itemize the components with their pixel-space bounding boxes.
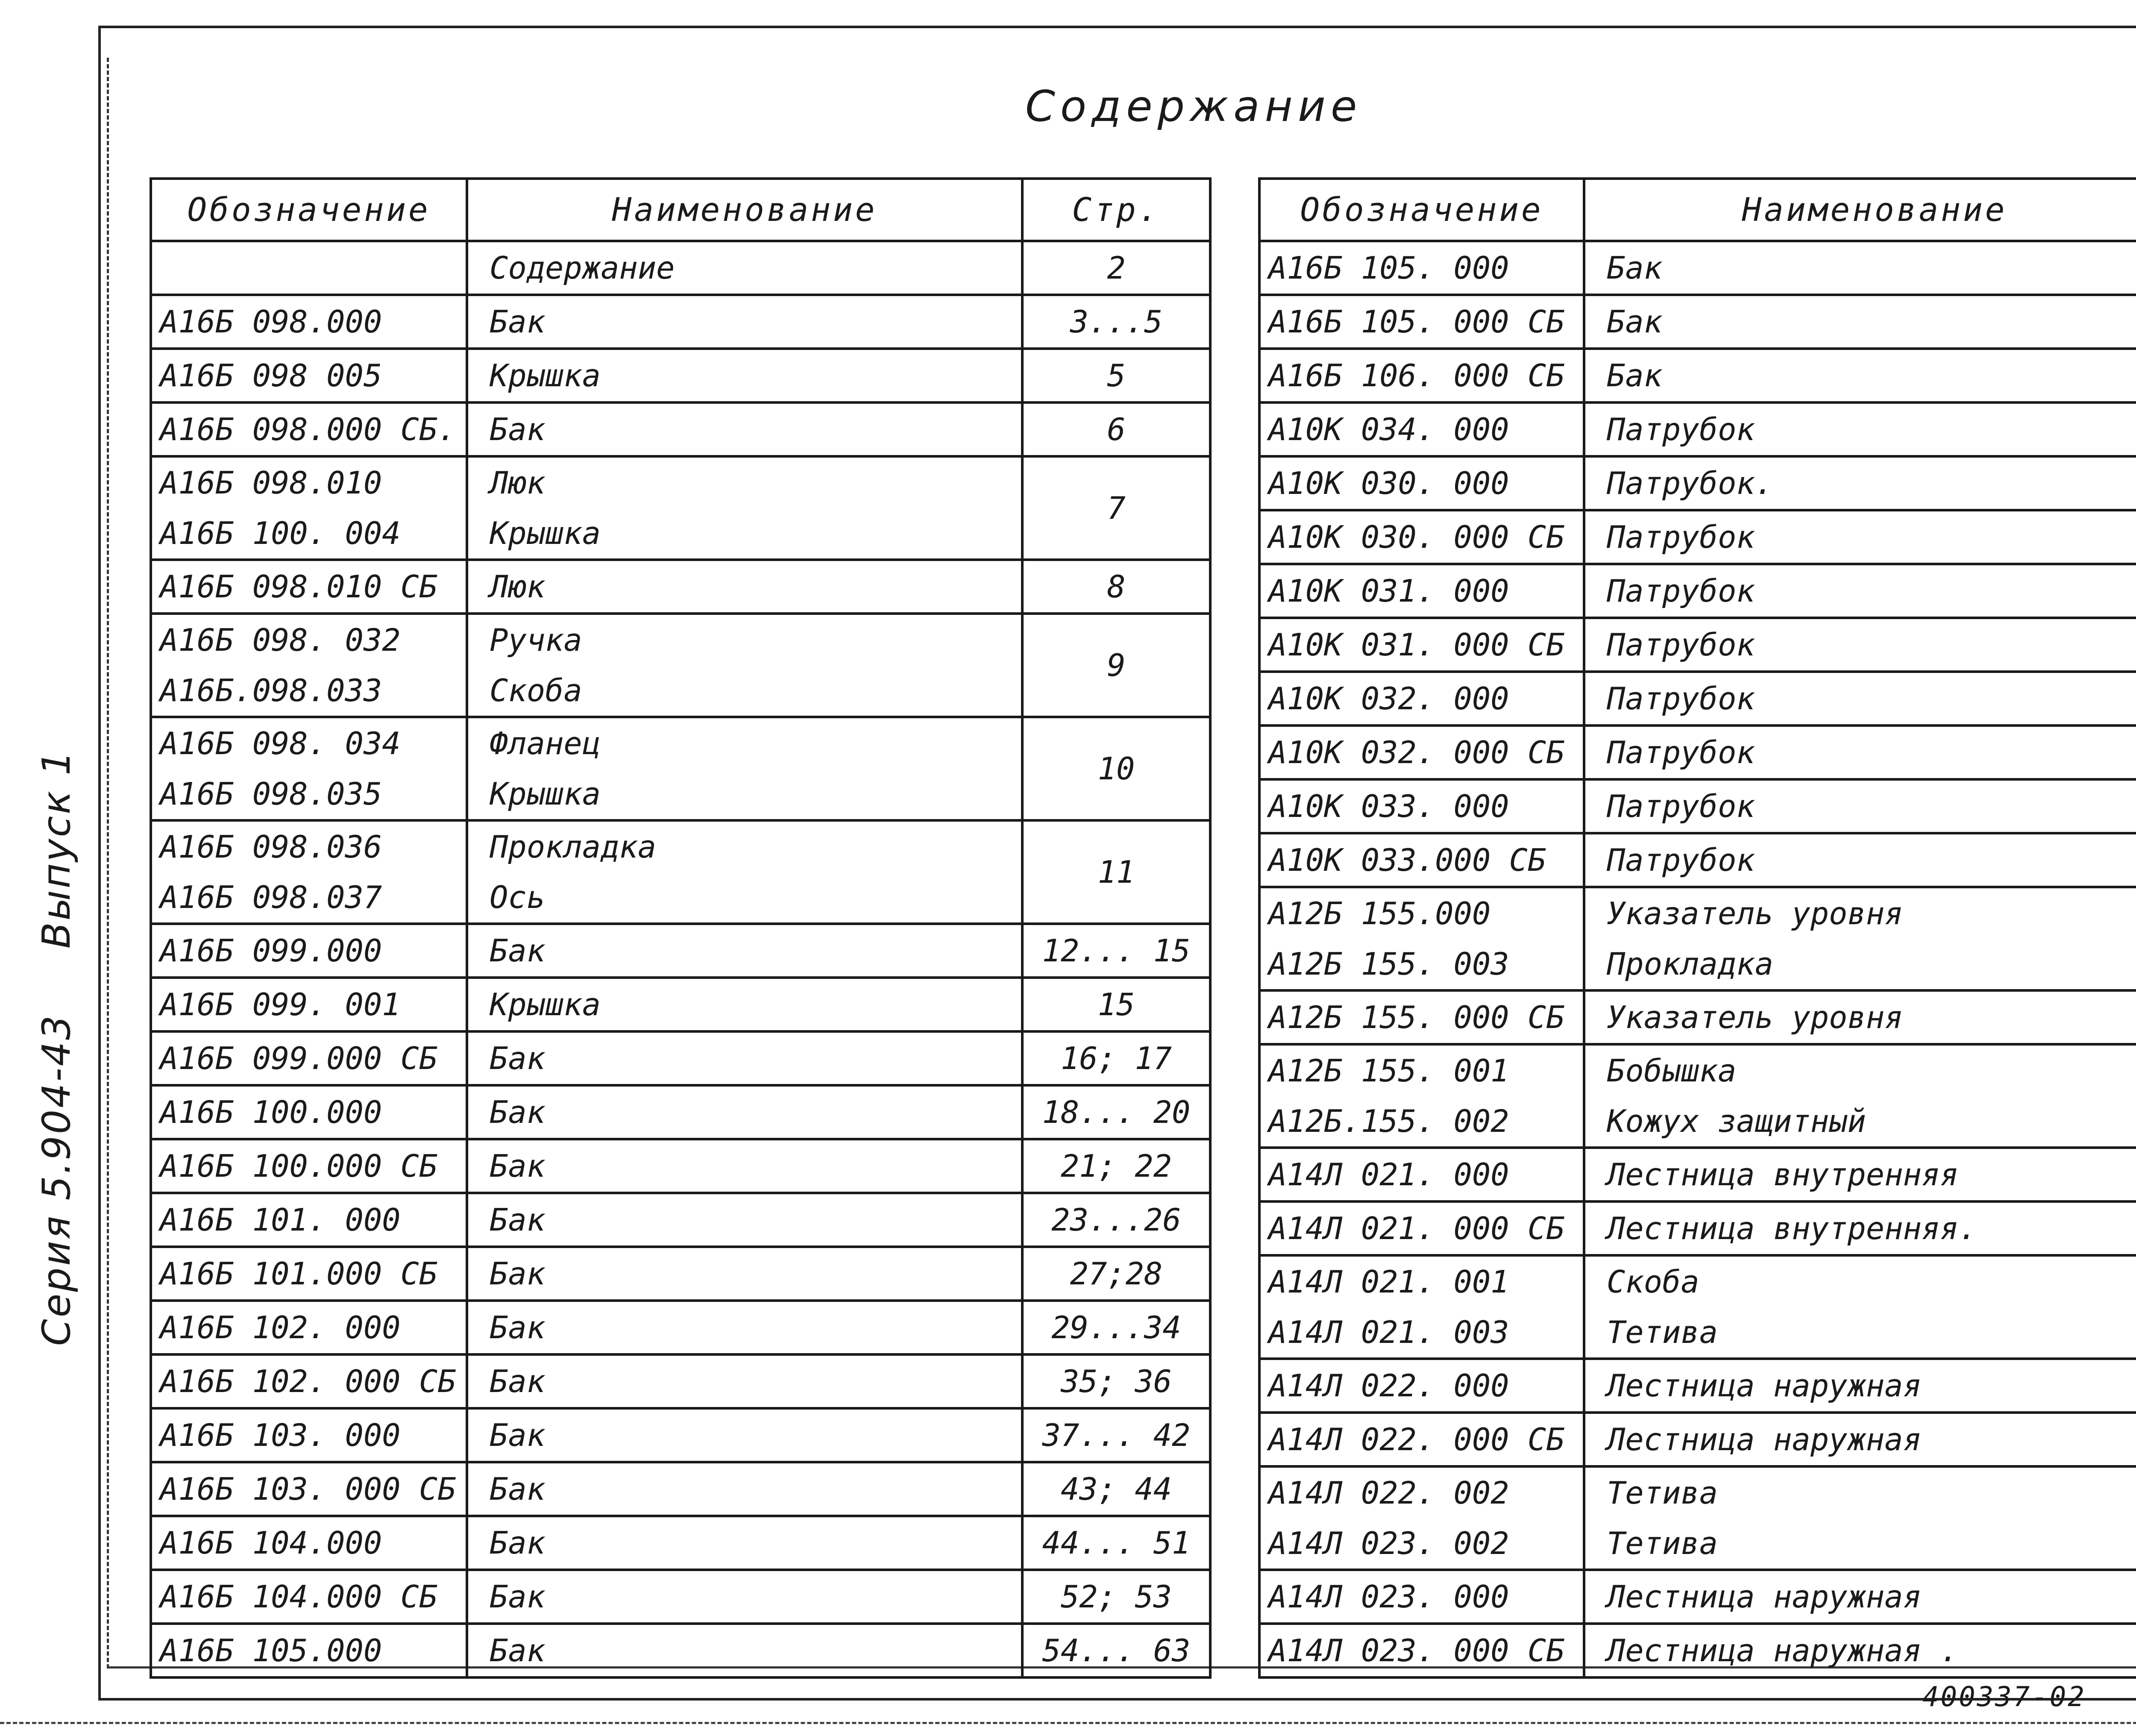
- name-line: Бак: [490, 1417, 546, 1453]
- cell-page: 37... 42: [1022, 1408, 1210, 1462]
- name-line: Тетива: [1607, 1314, 1718, 1350]
- cell-name: [1584, 1148, 2136, 1201]
- table-row: [151, 1408, 1210, 1462]
- table-row: [1259, 618, 2136, 672]
- code-line: А16Б 099. 001: [160, 987, 401, 1022]
- cell-name: [467, 456, 1022, 560]
- code-line: А16Б 098.000: [160, 304, 382, 340]
- code-line: А16Б 099.000: [160, 933, 382, 969]
- table-row: [151, 1301, 1210, 1354]
- code-line: А16Б 098 005: [160, 358, 382, 394]
- table-row: [151, 614, 1210, 717]
- name-line: Лестница внутренняя.: [1607, 1210, 1977, 1246]
- table-row: [1259, 1466, 2136, 1570]
- cell-page: 9: [1022, 614, 1210, 717]
- name-line: Бобышка: [1607, 1053, 1737, 1089]
- cell-name: [1584, 1624, 2136, 1677]
- cell-code: [151, 1139, 467, 1193]
- table-row: [1259, 779, 2136, 833]
- cell-code: [1259, 887, 1584, 990]
- table-row: [151, 820, 1210, 924]
- cell-name: [467, 1408, 1022, 1462]
- code-line: А16Б 105.000: [160, 1633, 382, 1668]
- cell-page: 8: [1022, 560, 1210, 614]
- name-line: Лестница наружная: [1607, 1368, 1922, 1404]
- name-line: Люк: [490, 465, 546, 501]
- table-row: [151, 924, 1210, 978]
- code-line: А16Б 104.000: [160, 1525, 382, 1561]
- name-line: Патрубок: [1607, 788, 1755, 824]
- cell-code: [1259, 726, 1584, 779]
- cell-name: [467, 402, 1022, 456]
- table-row: [151, 349, 1210, 402]
- name-line: Патрубок: [1607, 411, 1755, 447]
- table-row: [151, 456, 1210, 560]
- header-name: Наименование: [1584, 179, 2136, 241]
- cell-page: 5: [1022, 349, 1210, 402]
- name-line: Бак: [490, 1310, 546, 1345]
- name-line: Лестница наружная: [1607, 1422, 1922, 1457]
- name-line: Скоба: [1607, 1264, 1699, 1300]
- name-line: Бак: [490, 1633, 546, 1668]
- code-line: А16Б 101.000 СБ: [160, 1256, 438, 1292]
- table-row: [1259, 510, 2136, 564]
- cell-name: [1584, 564, 2136, 618]
- cell-code: [151, 820, 467, 924]
- cell-code: [1259, 1201, 1584, 1255]
- cell-name: [1584, 456, 2136, 510]
- cell-code: [1259, 779, 1584, 833]
- cell-code: [1259, 1624, 1584, 1677]
- code-line: А16Б 098. 032: [160, 622, 401, 658]
- cell-code: [151, 295, 467, 349]
- name-line: Бак: [490, 1040, 546, 1076]
- code-line: А16Б.098.033: [160, 673, 382, 708]
- table-row: [1259, 402, 2136, 456]
- cell-code: [151, 1247, 467, 1301]
- table-row: [1259, 1413, 2136, 1466]
- cell-name: [1584, 1201, 2136, 1255]
- code-line: А16Б 101. 000: [160, 1202, 401, 1238]
- cell-name: [1584, 779, 2136, 833]
- table-row: [1259, 349, 2136, 402]
- cell-page: 7: [1022, 456, 1210, 560]
- cell-name: [1584, 1044, 2136, 1148]
- cell-code: [1259, 1466, 1584, 1570]
- code-line: А16Б 105. 000 СБ: [1268, 304, 1565, 340]
- code-line: А14Л 022. 002: [1268, 1475, 1509, 1511]
- cell-code: [1259, 456, 1584, 510]
- series-label: Серия 5.904-43: [34, 1013, 79, 1346]
- name-line: Прокладка: [490, 829, 657, 865]
- cell-page: 2: [1022, 241, 1210, 295]
- name-line: Бак: [490, 1471, 546, 1507]
- cell-code: [1259, 349, 1584, 402]
- table-row: [1259, 241, 2136, 295]
- cell-page: 29...34: [1022, 1301, 1210, 1354]
- code-line: А12Б 155.000: [1268, 896, 1491, 931]
- name-line: Бак: [490, 1525, 546, 1561]
- cell-name: [467, 1193, 1022, 1247]
- cell-page: 15: [1022, 978, 1210, 1031]
- header-designation: Обозначение: [1259, 179, 1584, 241]
- bottom-divider: [0, 1722, 2136, 1724]
- code-line: А16Б 098.010: [160, 465, 382, 501]
- name-line: Бак: [490, 1202, 546, 1238]
- name-line: Фланец: [490, 726, 601, 761]
- header-name: Наименование: [467, 179, 1022, 241]
- name-line: Патрубок.: [1607, 465, 1774, 501]
- cell-code: [151, 456, 467, 560]
- cell-page: 11: [1022, 820, 1210, 924]
- table-row: [151, 1139, 1210, 1193]
- cell-code: [151, 1354, 467, 1408]
- cell-name: [1584, 672, 2136, 726]
- code-line: А14Л 023. 000: [1268, 1579, 1509, 1615]
- cell-page: 54... 63: [1022, 1624, 1210, 1677]
- issue-label: Выпуск 1: [34, 749, 79, 949]
- name-line: Патрубок: [1607, 734, 1755, 770]
- side-label: [34, 698, 79, 1346]
- cell-code: [151, 1301, 467, 1354]
- cell-name: [467, 1624, 1022, 1677]
- code-line: А16Б 100.000 СБ: [160, 1148, 438, 1184]
- name-line: Бак: [1607, 250, 1663, 286]
- code-line: А10К 032. 000: [1268, 681, 1509, 717]
- table-row: [151, 717, 1210, 820]
- cell-name: [467, 614, 1022, 717]
- table-header: [151, 179, 1210, 241]
- table-row: [151, 1031, 1210, 1085]
- cell-name: [1584, 510, 2136, 564]
- name-line: Патрубок: [1607, 681, 1755, 717]
- code-line: А10К 033.000 СБ: [1268, 842, 1546, 878]
- cell-code: [1259, 1255, 1584, 1359]
- name-line: Крышка: [490, 987, 601, 1022]
- cell-name: [467, 1085, 1022, 1139]
- cell-code: [151, 241, 467, 295]
- code-line: А10К 034. 000: [1268, 411, 1509, 447]
- cell-name: [467, 924, 1022, 978]
- cell-code: [151, 402, 467, 456]
- cell-name: [1584, 1466, 2136, 1570]
- name-line: Крышка: [490, 776, 601, 812]
- cell-name: [467, 717, 1022, 820]
- name-line: Бак: [490, 304, 546, 340]
- name-line: Люк: [490, 569, 546, 605]
- cell-code: [151, 717, 467, 820]
- cell-code: [151, 614, 467, 717]
- cell-name: [467, 349, 1022, 402]
- table-row: [151, 295, 1210, 349]
- cell-name: [467, 295, 1022, 349]
- cell-code: [1259, 241, 1584, 295]
- cell-page: 44... 51: [1022, 1516, 1210, 1570]
- table-row: [151, 1247, 1210, 1301]
- code-line: А10К 032. 000 СБ: [1268, 734, 1565, 770]
- name-line: Патрубок: [1607, 627, 1755, 663]
- code-line: А16Б 098.037: [160, 879, 382, 915]
- cell-name: [467, 1247, 1022, 1301]
- cell-name: [467, 1462, 1022, 1516]
- name-line: Бак: [490, 411, 546, 447]
- code-line: А16Б 103. 000 СБ: [160, 1471, 456, 1507]
- code-line: А10К 030. 000 СБ: [1268, 519, 1565, 555]
- cell-page: 10: [1022, 717, 1210, 820]
- table-row: [151, 402, 1210, 456]
- code-line: А12Б 155. 000 СБ: [1268, 999, 1565, 1035]
- table-row: [1259, 564, 2136, 618]
- cell-code: [151, 1570, 467, 1624]
- code-line: А14Л 021. 001: [1268, 1264, 1509, 1300]
- cell-page: 18... 20: [1022, 1085, 1210, 1139]
- name-line: Тетива: [1607, 1475, 1718, 1511]
- name-line: Бак: [490, 1094, 546, 1130]
- code-line: А14Л 022. 000 СБ: [1268, 1422, 1565, 1457]
- cell-page: 21; 22: [1022, 1139, 1210, 1193]
- cell-code: [1259, 1359, 1584, 1413]
- code-line: А14Л 023. 002: [1268, 1525, 1509, 1561]
- name-line: Лестница внутренняя: [1607, 1157, 1959, 1193]
- cell-code: [1259, 295, 1584, 349]
- code-line: А12Б 155. 001: [1268, 1053, 1509, 1089]
- cell-code: [1259, 1413, 1584, 1466]
- cell-name: [467, 820, 1022, 924]
- table-row: [1259, 1255, 2136, 1359]
- cell-page: 6: [1022, 402, 1210, 456]
- table-row: [151, 1462, 1210, 1516]
- toc-table-right: [1258, 177, 2136, 1679]
- cell-code: [151, 1462, 467, 1516]
- table-row: [1259, 990, 2136, 1044]
- table-row: [151, 1085, 1210, 1139]
- cell-code: [1259, 564, 1584, 618]
- cell-name: [1584, 1570, 2136, 1624]
- code-line: А14Л 021. 000 СБ: [1268, 1210, 1565, 1246]
- table-header: [1259, 179, 2136, 241]
- cell-name: [467, 1516, 1022, 1570]
- cell-code: [151, 1085, 467, 1139]
- table-row: [151, 1193, 1210, 1247]
- code-line: А12Б 155. 003: [1268, 946, 1509, 982]
- cell-name: [467, 1570, 1022, 1624]
- table-row: [1259, 833, 2136, 887]
- cell-page: 52; 53: [1022, 1570, 1210, 1624]
- cell-name: [1584, 1255, 2136, 1359]
- code-line: А16Б 099.000 СБ: [160, 1040, 438, 1076]
- cell-name: [1584, 726, 2136, 779]
- cell-code: [151, 560, 467, 614]
- code-line: А16Б 102. 000: [160, 1310, 401, 1345]
- cell-page: 3...5: [1022, 295, 1210, 349]
- table-row: [1259, 672, 2136, 726]
- cell-page: 16; 17: [1022, 1031, 1210, 1085]
- cell-name: [467, 978, 1022, 1031]
- cell-code: [151, 1031, 467, 1085]
- name-line: Указатель уровня: [1607, 896, 1903, 931]
- name-line: Бак: [490, 1363, 546, 1399]
- name-line: Указатель уровня: [1607, 999, 1903, 1035]
- name-line: Скоба: [490, 673, 582, 708]
- name-line: Патрубок: [1607, 519, 1755, 555]
- table-row: [1259, 1570, 2136, 1624]
- cell-name: [467, 1354, 1022, 1408]
- code-line: А14Л 022. 000: [1268, 1368, 1509, 1404]
- cell-name: [1584, 990, 2136, 1044]
- cell-page: 35; 36: [1022, 1354, 1210, 1408]
- cell-code: [1259, 1570, 1584, 1624]
- code-line: А10К 031. 000 СБ: [1268, 627, 1565, 663]
- cell-page: 12... 15: [1022, 924, 1210, 978]
- code-line: А16Б 100.000: [160, 1094, 382, 1130]
- name-line: Крышка: [490, 358, 601, 394]
- cell-name: [1584, 241, 2136, 295]
- cell-code: [151, 1408, 467, 1462]
- code-line: А14Л 023. 000 СБ: [1268, 1633, 1565, 1668]
- cell-name: [1584, 1413, 2136, 1466]
- cell-code: [1259, 618, 1584, 672]
- name-line: Бак: [1607, 304, 1663, 340]
- name-line: Прокладка: [1607, 946, 1774, 982]
- code-line: А14Л 021. 000: [1268, 1157, 1509, 1193]
- code-line: А10К 030. 000: [1268, 465, 1509, 501]
- code-line: А16Б 098.010 СБ: [160, 569, 438, 605]
- name-line: Ручка: [490, 622, 582, 658]
- table-row: [1259, 726, 2136, 779]
- name-line: Тетива: [1607, 1525, 1718, 1561]
- table-row: [1259, 456, 2136, 510]
- name-line: Лестница наружная: [1607, 1579, 1922, 1615]
- cell-code: [151, 1624, 467, 1677]
- code-line: А16Б 098.000 СБ.: [160, 411, 456, 447]
- cell-name: [1584, 349, 2136, 402]
- code-line: А10К 031. 000: [1268, 573, 1509, 609]
- table-row: [151, 241, 1210, 295]
- code-line: А16Б 105. 000: [1268, 250, 1509, 286]
- table-row: [1259, 1148, 2136, 1201]
- table-row: [1259, 1624, 2136, 1677]
- cell-code: [1259, 672, 1584, 726]
- cell-code: [1259, 402, 1584, 456]
- cell-name: [1584, 295, 2136, 349]
- cell-code: [151, 349, 467, 402]
- code-line: А10К 033. 000: [1268, 788, 1509, 824]
- document-code: 400337-02: [1922, 1681, 2086, 1713]
- cell-code: [1259, 1044, 1584, 1148]
- header-designation: Обозначение: [151, 179, 467, 241]
- table-row: [1259, 295, 2136, 349]
- table-row: [151, 1354, 1210, 1408]
- name-line: Крышка: [490, 515, 601, 551]
- code-line: А16Б 106. 000 СБ: [1268, 358, 1565, 394]
- table-row: [1259, 887, 2136, 990]
- cell-name: [467, 1301, 1022, 1354]
- name-line: Бак: [1607, 358, 1663, 394]
- cell-page: 23...26: [1022, 1193, 1210, 1247]
- cell-code: [1259, 990, 1584, 1044]
- cell-code: [1259, 510, 1584, 564]
- name-line: Бак: [490, 1579, 546, 1615]
- cell-name: [467, 1031, 1022, 1085]
- cell-code: [151, 978, 467, 1031]
- name-line: Кожух защитный: [1607, 1103, 1866, 1139]
- table-row: [151, 1570, 1210, 1624]
- code-line: А16Б 098.036: [160, 829, 382, 865]
- table-row: [151, 1516, 1210, 1570]
- code-line: А12Б.155. 002: [1268, 1103, 1509, 1139]
- table-row: [151, 978, 1210, 1031]
- page-title: Содержание: [1025, 81, 1362, 131]
- cell-code: [151, 1193, 467, 1247]
- cell-code: [151, 924, 467, 978]
- code-line: А16Б 100. 004: [160, 515, 401, 551]
- cell-name: [1584, 887, 2136, 990]
- table-row: [151, 1624, 1210, 1677]
- cell-name: [1584, 402, 2136, 456]
- cell-name: [1584, 833, 2136, 887]
- code-line: А16Б 098.035: [160, 776, 382, 812]
- cell-page: 27;28: [1022, 1247, 1210, 1301]
- code-line: А16Б 104.000 СБ: [160, 1579, 438, 1615]
- code-line: А16Б 098. 034: [160, 726, 401, 761]
- cell-code: [1259, 833, 1584, 887]
- name-line: Бак: [490, 1256, 546, 1292]
- cell-code: [1259, 1148, 1584, 1201]
- cell-name: [1584, 618, 2136, 672]
- code-line: А14Л 021. 003: [1268, 1314, 1509, 1350]
- cell-name: [467, 241, 1022, 295]
- cell-name: [1584, 1359, 2136, 1413]
- name-line: Бак: [490, 1148, 546, 1184]
- table-row: [1259, 1044, 2136, 1148]
- name-line: Ось: [490, 879, 546, 915]
- code-line: А16Б 102. 000 СБ: [160, 1363, 456, 1399]
- name-line: Лестница наружная .: [1607, 1633, 1959, 1668]
- header-page: Стр.: [1022, 179, 1210, 241]
- cell-name: [467, 1139, 1022, 1193]
- cell-page: 43; 44: [1022, 1462, 1210, 1516]
- name-line: Патрубок: [1607, 573, 1755, 609]
- cell-name: [467, 560, 1022, 614]
- name-line: Содержание: [490, 250, 675, 286]
- cell-code: [151, 1516, 467, 1570]
- name-line: Бак: [490, 933, 546, 969]
- toc-table-left: [150, 177, 1212, 1679]
- table-row: [151, 560, 1210, 614]
- name-line: Патрубок: [1607, 842, 1755, 878]
- table-row: [1259, 1359, 2136, 1413]
- table-row: [1259, 1201, 2136, 1255]
- code-line: А16Б 103. 000: [160, 1417, 401, 1453]
